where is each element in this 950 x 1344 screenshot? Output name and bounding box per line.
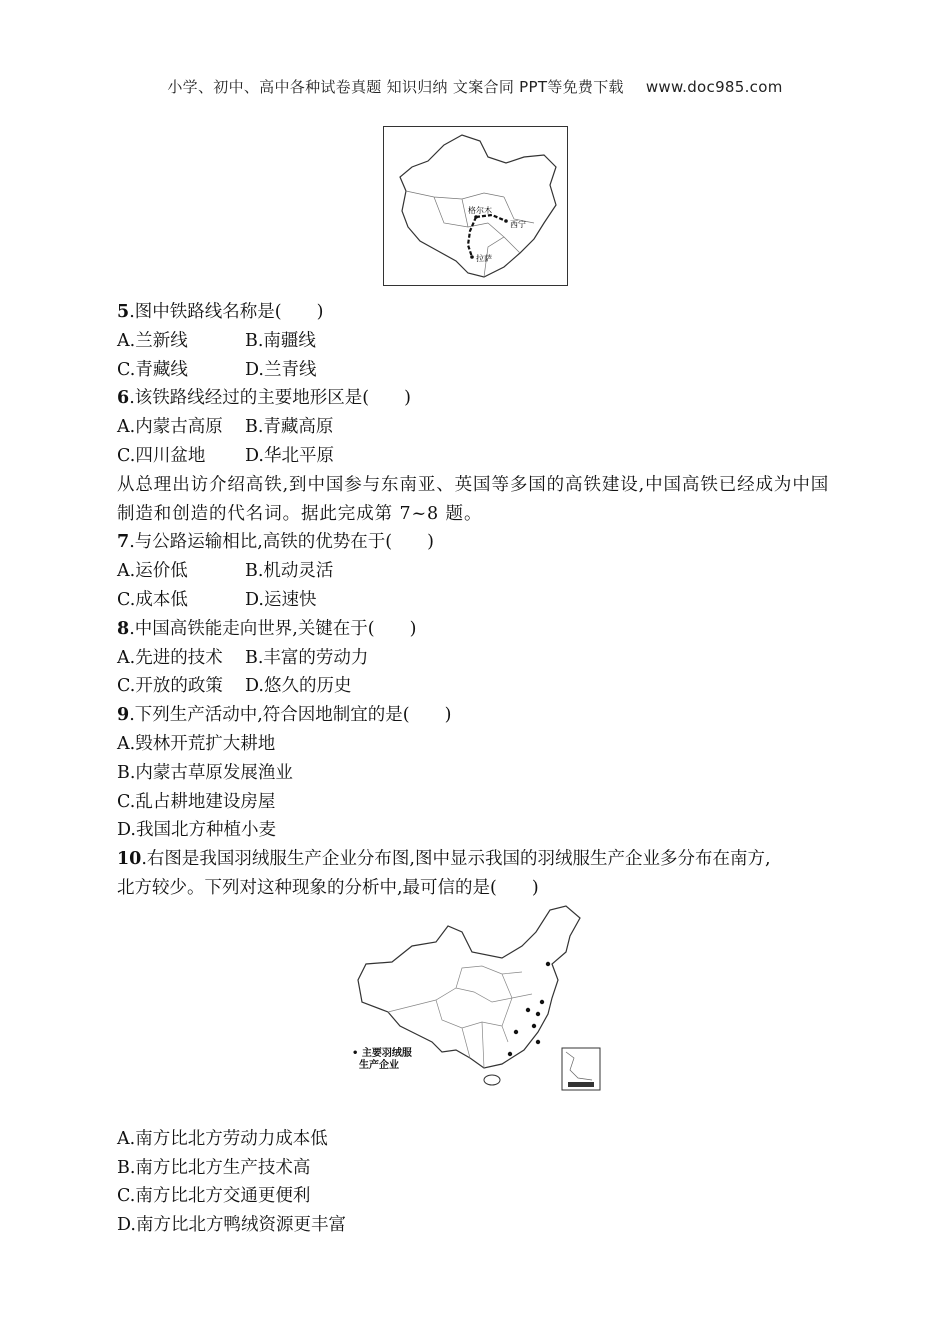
question-content [117,298,837,1240]
city-lhasa-dot [470,255,474,259]
railway-map-svg [384,127,567,285]
q8-text: .中国高铁能走向世界,关键在于( ) [129,618,417,639]
q8-option-a[interactable]: A.先进的技术 [117,647,223,668]
q7-options-row2 [117,586,837,615]
q10-option-a[interactable]: A.南方比北方劳动力成本低 [117,1128,328,1149]
enterprise-dot [536,1012,540,1016]
q7-option-d[interactable]: D.运速快 [245,589,317,610]
q5-option-b[interactable]: B.南疆线 [245,330,316,351]
q8-stem [117,615,837,644]
q6-options-row1 [117,413,837,442]
q7-option-b[interactable]: B.机动灵活 [245,561,334,582]
enterprise-dot [526,1008,530,1012]
q8-options-row2 [117,672,837,701]
q5-options-row2 [117,356,837,385]
q5-text: .图中铁路线名称是( ) [129,302,324,322]
q9-option-b[interactable]: B.内蒙古草原发展渔业 [117,762,293,783]
label-lhasa: 拉萨 [476,254,492,263]
q7-options-row1 [117,557,837,586]
q6-option-b[interactable]: B.青藏高原 [245,417,334,438]
q10-option-d[interactable]: D.南方比北方鸭绒资源更丰富 [117,1215,346,1236]
q10-number: 10 [117,849,142,870]
q5-number: 5 [117,302,130,322]
header-text: 小学、初中、高中各种试卷真题 知识归纳 文案合同 PPT等免费下载 [167,78,624,96]
q10-option-c[interactable]: C.南方比北方交通更便利 [117,1186,311,1207]
railway-map [383,126,568,286]
q6-options-row2 [117,442,837,471]
q9-option-c[interactable]: C.乱占耕地建设房屋 [117,791,276,812]
enterprise-dot [546,962,550,966]
q10-stem-line2: 北方较少。下列对这种现象的分析中,最可信的是( ) [117,877,539,898]
q7-text: .与公路运输相比,高铁的优势在于( ) [129,532,434,553]
city-golmud-dot [474,215,478,219]
q5-stem [117,298,837,327]
intro-q7-q8: 从总理出访介绍高铁,到中国参与东南亚、英国等多国的高铁建设,中国高铁已经成为中国制造和创造的代名词。据此完成第 7~8 题。 [117,474,830,524]
q5-options-row1 [117,327,837,356]
label-xining: 西宁 [510,220,526,229]
q9-text: .下列生产活动中,符合因地制宜的是( ) [129,705,452,726]
hainan-island [484,1075,500,1085]
inset-coast [566,1052,592,1080]
q8-number: 8 [117,618,130,639]
q10-text-1: .右图是我国羽绒服生产企业分布图,图中显示我国的羽绒服生产企业多分布在南方, [141,849,771,870]
q10-option-b[interactable]: B.南方比北方生产技术高 [117,1157,311,1178]
q9-option-a[interactable]: A.毁林开荒扩大耕地 [117,733,276,754]
q7-stem [117,528,837,557]
q9-option-d[interactable]: D.我国北方种植小麦 [117,820,276,841]
q6-stem [117,384,837,413]
page-header [0,76,950,97]
enterprise-dot [532,1024,536,1028]
q6-option-a[interactable]: A.内蒙古高原 [117,417,223,438]
label-golmud: 格尔木 [468,206,492,215]
q8-option-d[interactable]: D.悠久的历史 [245,676,352,697]
enterprise-dot [536,1040,540,1044]
q5-option-c[interactable]: C.青藏线 [117,359,188,380]
q7-option-a[interactable]: A.运价低 [117,561,188,582]
map2-legend [352,1048,412,1072]
q6-option-d[interactable]: D.华北平原 [245,445,334,466]
q8-option-c[interactable]: C.开放的政策 [117,676,223,697]
enterprise-dot [508,1052,512,1056]
q10-stem-line1 [117,845,837,874]
q5-option-d[interactable]: D.兰青线 [245,359,317,380]
q6-number: 6 [117,388,130,409]
down-jacket-map [352,902,607,1092]
q8-option-b[interactable]: B.丰富的劳动力 [245,647,369,668]
inset-scale-box [568,1082,594,1087]
q7-number: 7 [117,532,130,553]
q6-option-c[interactable]: C.四川盆地 [117,445,206,466]
q8-options-row1 [117,644,837,673]
legend-line2: 生产企业 [359,1060,399,1071]
city-xining-dot [504,219,508,223]
legend-line1: • 主要羽绒服 [352,1048,412,1059]
enterprise-dot [514,1030,518,1034]
china-outline [358,906,580,1068]
q5-option-a[interactable]: A.兰新线 [117,330,188,351]
header-site-link[interactable]: www.doc985.com [645,78,783,96]
q9-stem [117,701,837,730]
qinghai-tibet-railway [468,215,506,257]
q6-text: .该铁路线经过的主要地形区是( ) [129,388,411,409]
enterprise-dot [540,1000,544,1004]
q9-number: 9 [117,705,130,726]
q7-option-c[interactable]: C.成本低 [117,589,188,610]
